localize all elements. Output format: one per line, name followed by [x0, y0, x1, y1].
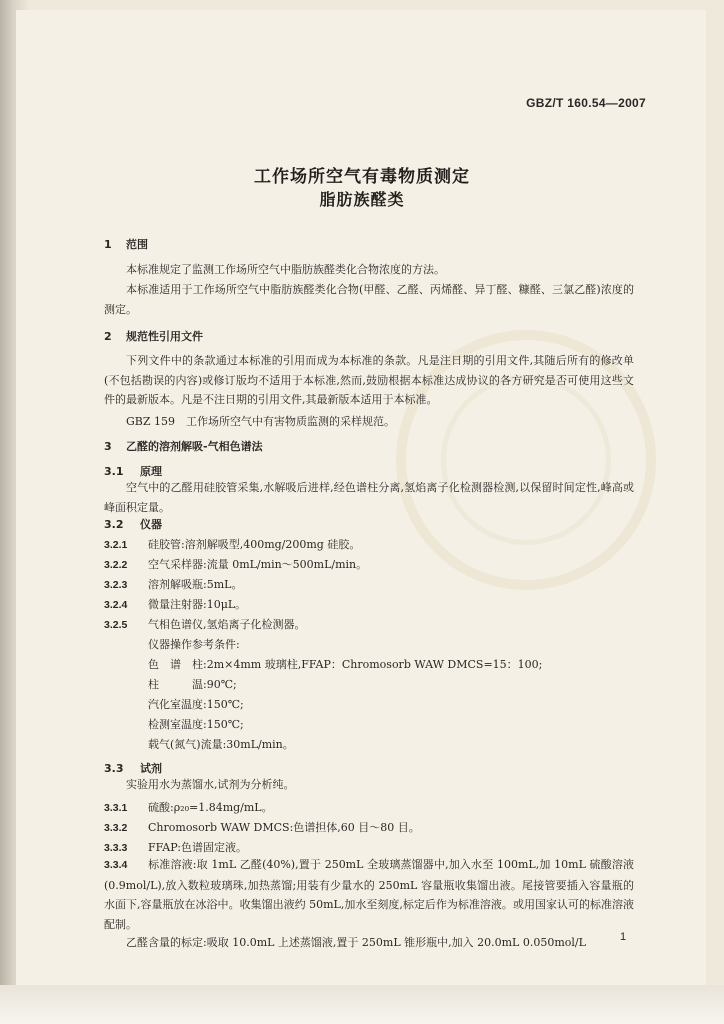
section-3-1-text: 空气中的乙醛用硅胶管采集,水解吸后进样,经色谱柱分离,氢焰离子化检测器检测,以保留时间定性,峰高或峰面积定量。 — [104, 481, 634, 514]
section-number: 3.3 — [104, 762, 124, 775]
section-title: 规范性引用文件 — [126, 330, 203, 343]
list-item: 3.2.3 溶剂解吸瓶:5mL。 — [104, 578, 243, 591]
section-number: 2 — [104, 330, 112, 343]
section-number: 3 — [104, 440, 112, 453]
section-2-paragraph-1: 下列文件中的条款通过本标准的引用而成为本标准的条款。凡是注日期的引用文件,其随后所有的修改单(不包括勘误的内容)或修订版均不适用于本标准,然而,鼓励根据本标准达成协议的各方研究是否可使用这些文件的最新版本。凡是不注日期的引用文件,其最新版本适用于本标准。 — [104, 354, 634, 407]
section-title: 原理 — [140, 465, 162, 478]
section-title: 乙醛的溶剂解吸-气相色谱法 — [126, 440, 263, 453]
section-title: 仪器 — [140, 518, 162, 531]
section-3-2-heading — [104, 516, 162, 532]
standard-number: GBZ/T 160.54—2007 — [526, 96, 646, 110]
section-number: 1 — [104, 238, 112, 251]
section-title: 试剂 — [140, 762, 162, 775]
list-item: 3.3.1 硫酸:ρ₂₀=1.84mg/mL。 — [104, 801, 273, 814]
section-1-paragraph-1: 本标准规定了监测工作场所空气中脂肪族醛类化合物浓度的方法。 — [126, 263, 445, 276]
instrument-condition: 仪器操作参考条件: — [148, 638, 240, 651]
document-title: 工作场所空气有毒物质测定 — [254, 167, 470, 187]
section-3-3-intro: 实验用水为蒸馏水,试剂为分析纯。 — [126, 778, 295, 791]
list-item: 3.3.2 Chromosorb WAW DMCS:色谱担体,60 目～80 目。 — [104, 821, 420, 834]
section-number: 3.2 — [104, 518, 124, 531]
section-2-reference: GBZ 159 工作场所空气中有害物质监测的采样规范。 — [126, 415, 396, 428]
list-item: 3.2.2 空气采样器:流量 0mL/min～500mL/min。 — [104, 558, 368, 571]
instrument-condition: 色 谱 柱:2m×4mm 玻璃柱,FFAP：Chromosorb WAW DMCS=15：100; — [148, 658, 543, 671]
instrument-condition: 检测室温度:150℃; — [148, 718, 244, 731]
list-item: 3.2.5 气相色谱仪,氢焰离子化检测器。 — [104, 618, 306, 631]
instrument-condition: 柱 温:90℃; — [148, 678, 237, 691]
section-3-heading — [104, 438, 263, 454]
section-number: 3.1 — [104, 465, 124, 478]
section-1-heading — [104, 236, 148, 252]
instrument-condition: 汽化室温度:150℃; — [148, 698, 244, 711]
scan-bottom-edge — [0, 985, 724, 1024]
document-subtitle: 脂肪族醛类 — [319, 190, 405, 209]
section-1-paragraph-2: 本标准适用于工作场所空气中脂肪族醛类化合物(甲醛、乙醛、丙烯醛、异丁醛、糠醛、三氯乙醛)浓度的测定。 — [104, 283, 634, 316]
calibration-paragraph: 乙醛含量的标定:吸取 10.0mL 上述蒸馏液,置于 250mL 锥形瓶中,加入 20.0mL 0.050mol/L — [126, 936, 586, 949]
section-title: 范围 — [126, 238, 148, 251]
page-number: 1 — [620, 931, 627, 943]
section-2-heading — [104, 328, 203, 344]
standard-solution-paragraph: 3.3.4 标准溶液:取 1mL 乙醛(40%),置于 250mL 全玻璃蒸馏器中,加入水至 100mL,加 10mL 硫酸溶液(0.9mol/L),放入数粒玻璃珠,加热蒸馏;用装有少量水的 250mL 容量瓶收集馏出液。尾接管要插入容量瓶的水面下,容量瓶放在冰浴中。收集馏出液约 50mL,加水至刻度,标定后作为标准溶液。或用国家认可的标准溶液配制。 — [104, 858, 634, 932]
list-item: 3.2.4 微量注射器:10μL。 — [104, 598, 247, 611]
list-item: 3.3.3 FFAP:色谱固定液。 — [104, 841, 247, 854]
section-3-1-heading — [104, 463, 162, 479]
section-3-3-heading — [104, 760, 162, 776]
list-item: 3.2.1 硅胶管:溶剂解吸型,400mg/200mg 硅胶。 — [104, 538, 361, 551]
instrument-condition: 载气(氮气)流量:30mL/min。 — [148, 738, 294, 751]
